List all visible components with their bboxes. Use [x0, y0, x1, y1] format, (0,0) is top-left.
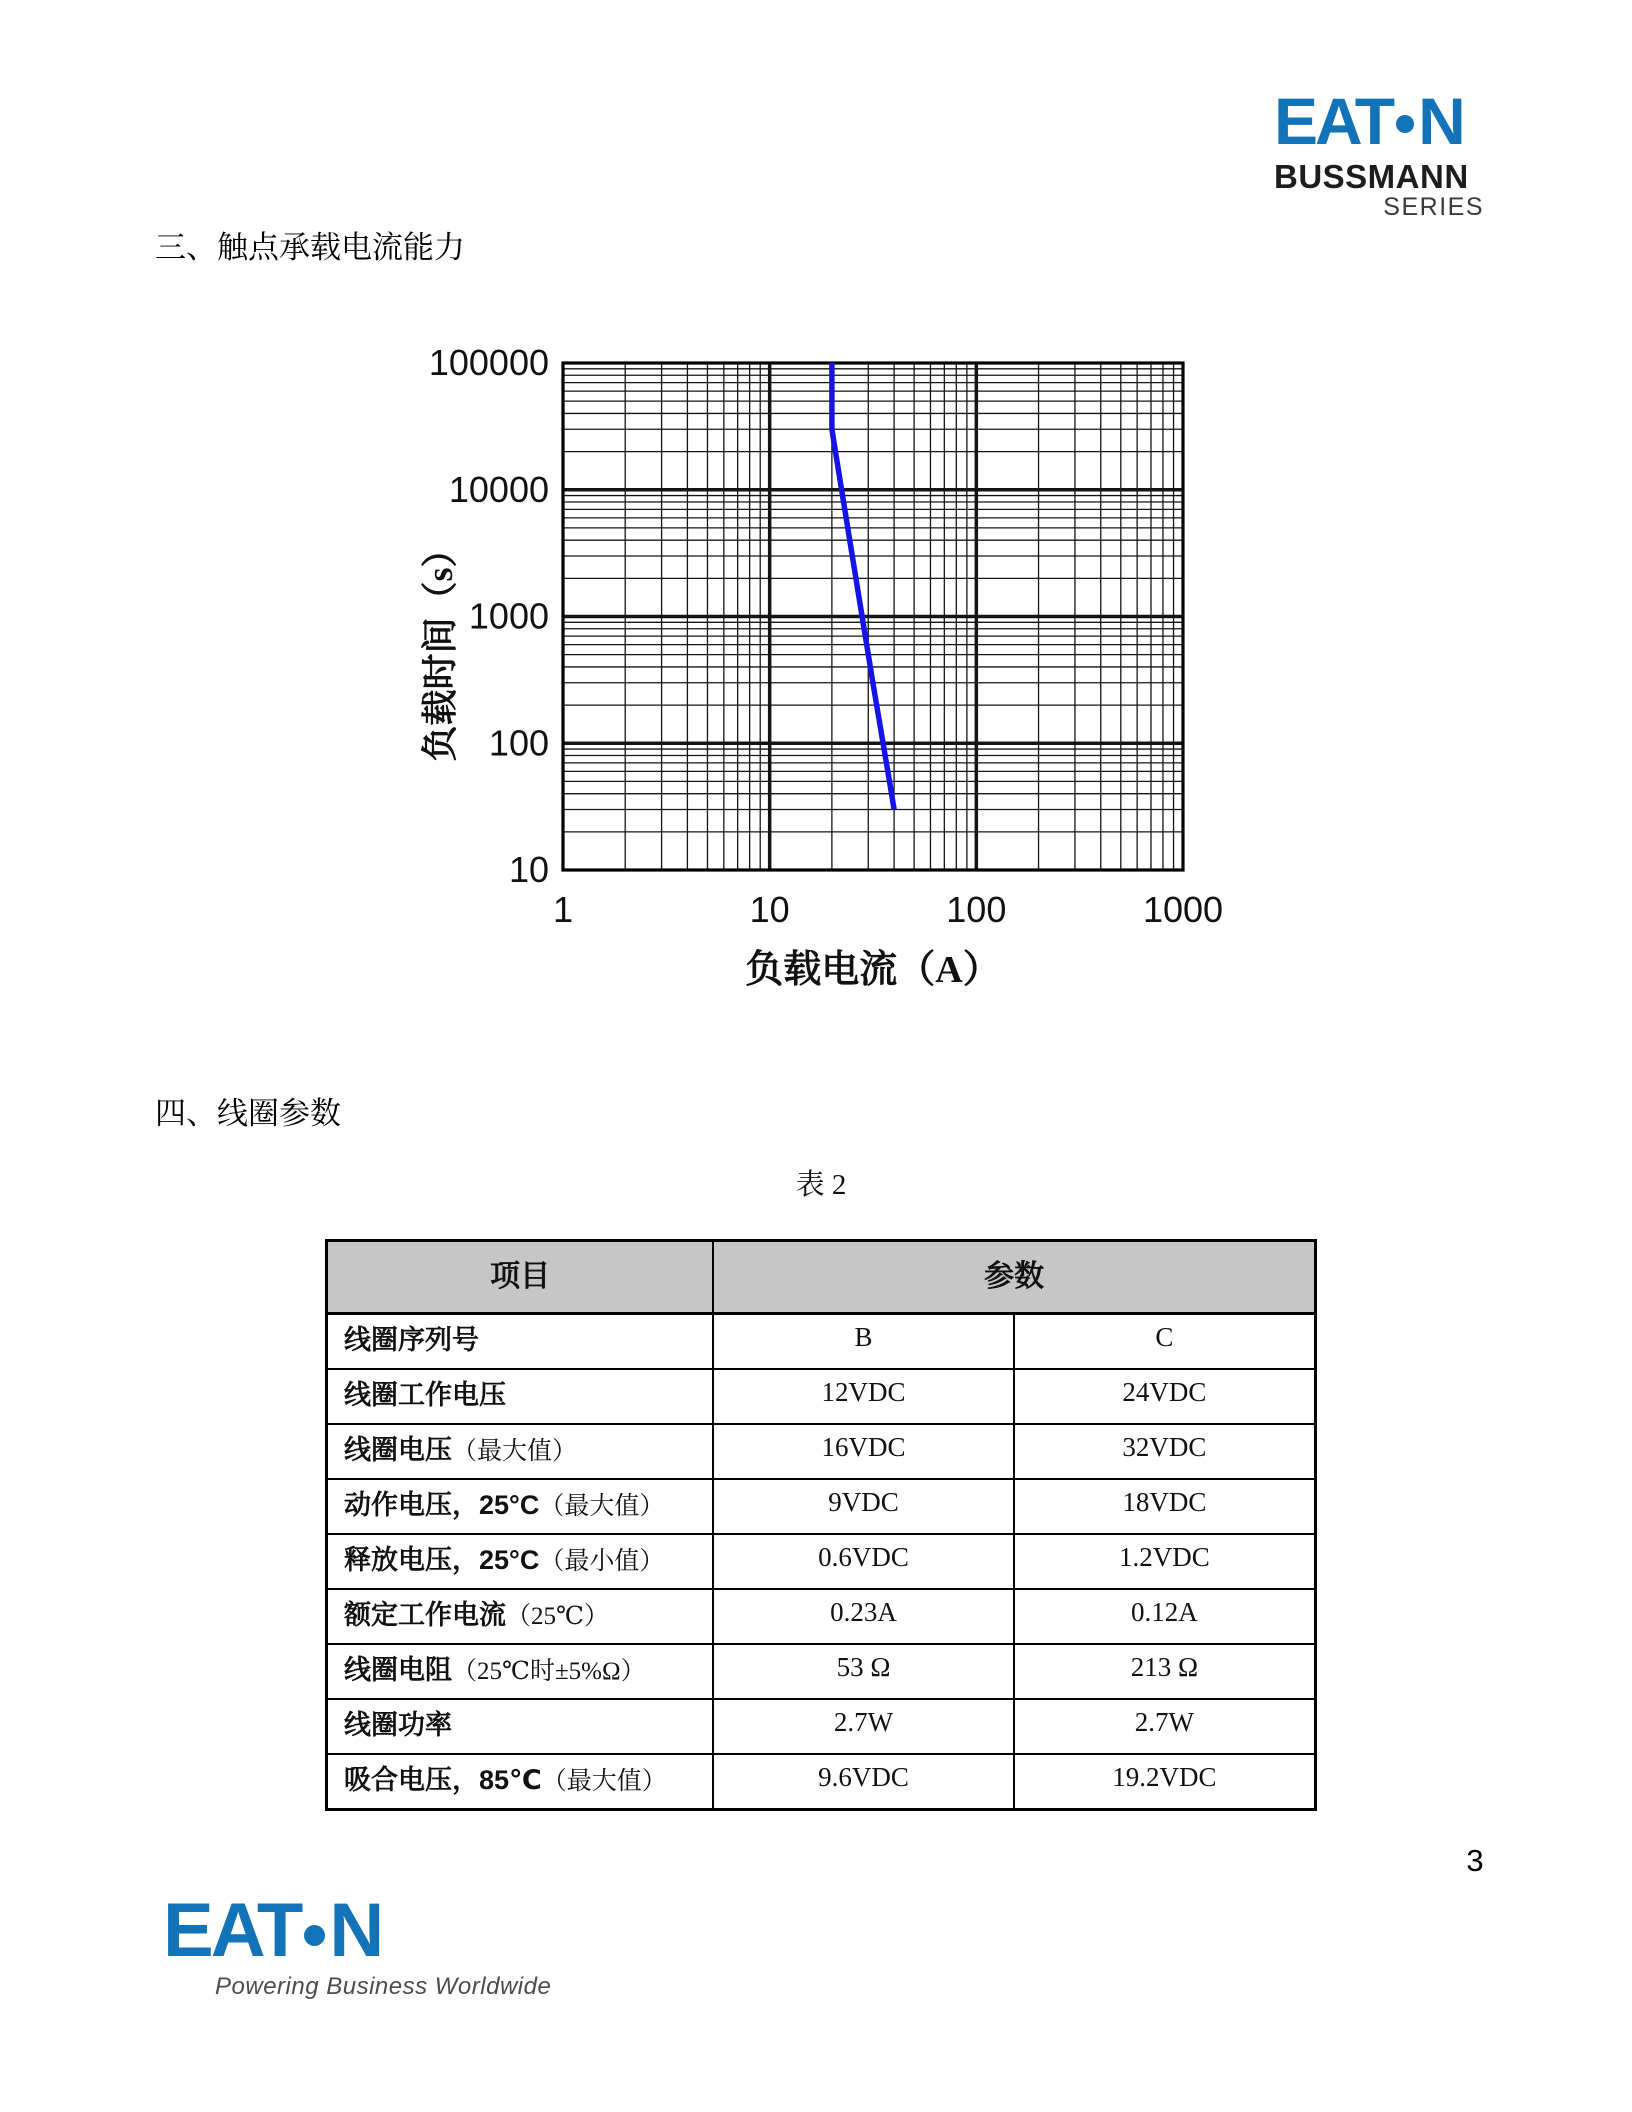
table-row [327, 1699, 1316, 1754]
bussmann-wordmark: BUSSMANN [1274, 158, 1469, 195]
row-label: 线圈序列号 [344, 1325, 479, 1355]
row-label-cell [327, 1479, 714, 1534]
value-cell-c: 0.12A [1014, 1589, 1316, 1644]
table-row [327, 1369, 1316, 1424]
row-label: 线圈电阻 [344, 1655, 452, 1685]
row-label-cell [327, 1534, 714, 1589]
table-caption: 表 2 [795, 1169, 847, 1201]
eaton-bussmann-logo [1274, 84, 1484, 221]
eaton-logo [1274, 84, 1484, 158]
row-label-note: （25℃时±5%Ω） [452, 1658, 646, 1685]
value-cell-c: 18VDC [1014, 1479, 1316, 1534]
row-label-cell [327, 1699, 714, 1754]
page-number: 3 [1466, 1843, 1484, 1878]
value-cell-c: 2.7W [1014, 1699, 1316, 1754]
row-label: 动作电压，25°C [344, 1490, 540, 1520]
y-tick-label: 10000 [448, 468, 549, 510]
eaton-footer-logo [163, 1888, 552, 2001]
row-label: 释放电压，25°C [344, 1545, 540, 1575]
row-label-note: （最小值） [539, 1548, 665, 1575]
row-label: 吸合电压，85℃ [344, 1765, 542, 1795]
table-header-row [327, 1241, 1316, 1314]
y-tick-label: 100000 [428, 342, 549, 383]
value-cell-b: 16VDC [713, 1424, 1014, 1479]
value-cell-b: 2.7W [713, 1699, 1014, 1754]
eaton-logo-text-right: N [1418, 84, 1463, 158]
y-axis-title: 负载时间（s） [420, 531, 460, 762]
row-label-cell [327, 1589, 714, 1644]
eaton-logo-text-left: EAT [163, 1888, 301, 1973]
header-item-cell: 项目 [327, 1241, 714, 1314]
table-row [327, 1314, 1316, 1370]
coil-table-body [327, 1314, 1316, 1810]
value-cell-b: 0.23A [713, 1589, 1014, 1644]
table-row [327, 1479, 1316, 1534]
value-cell-c: 19.2VDC [1014, 1754, 1316, 1810]
row-label-cell [327, 1369, 714, 1424]
y-tick-label: 100 [488, 722, 549, 764]
table-row [327, 1589, 1316, 1644]
eaton-tagline: Powering Business Worldwide [215, 1973, 552, 2000]
table-row [327, 1754, 1316, 1810]
table-row [327, 1534, 1316, 1589]
eaton-logo-text-left: EAT [1274, 84, 1393, 158]
x-tick-label: 1000 [1142, 889, 1224, 930]
x-tick-label: 100 [946, 889, 1007, 930]
x-axis-title: 负载电流（A） [745, 949, 1001, 991]
section-4-heading: 四、线圈参数 [155, 1096, 341, 1131]
eaton-logo-text-right: N [329, 1888, 382, 1973]
section-3-heading: 三、触点承载电流能力 [155, 230, 465, 265]
load-time-current-chart [380, 330, 1240, 1010]
table-row [327, 1644, 1316, 1699]
value-cell-c: 1.2VDC [1014, 1534, 1316, 1589]
value-cell-c: 24VDC [1014, 1369, 1316, 1424]
row-label-cell [327, 1644, 714, 1699]
x-tick-label: 1 [552, 889, 574, 930]
eaton-logo-dot-icon [1396, 115, 1414, 133]
table-row [327, 1424, 1316, 1479]
value-cell-b: B [713, 1314, 1014, 1370]
row-label-note: （25℃） [506, 1603, 609, 1630]
row-label-cell [327, 1424, 714, 1479]
series-wordmark: SERIES [1383, 193, 1484, 221]
row-label: 额定工作电流 [344, 1600, 506, 1630]
y-tick-label: 10 [508, 849, 549, 890]
eaton-logo [163, 1888, 551, 1973]
value-cell-b: 9.6VDC [713, 1754, 1014, 1810]
row-label-cell [327, 1314, 714, 1370]
load-chart-svg [380, 330, 1240, 1010]
value-cell-b: 9VDC [713, 1479, 1014, 1534]
value-cell-b: 53 Ω [713, 1644, 1014, 1699]
value-cell-c: 32VDC [1014, 1424, 1316, 1479]
row-label: 线圈电压 [344, 1435, 452, 1465]
row-label-note: （最大值） [452, 1438, 578, 1465]
value-cell-b: 12VDC [713, 1369, 1014, 1424]
y-tick-label: 1000 [468, 595, 549, 637]
row-label: 线圈功率 [344, 1710, 452, 1740]
value-cell-c: 213 Ω [1014, 1644, 1316, 1699]
value-cell-c: C [1014, 1314, 1316, 1370]
eaton-logo-dot-icon [304, 1925, 325, 1946]
row-label-note: （最大值） [539, 1493, 665, 1520]
value-cell-b: 0.6VDC [713, 1534, 1014, 1589]
x-tick-label: 10 [749, 889, 790, 930]
row-label-cell [327, 1754, 714, 1810]
row-label: 线圈工作电压 [344, 1380, 506, 1410]
row-label-note: （最大值） [541, 1768, 667, 1795]
header-parameter-cell: 参数 [713, 1241, 1315, 1314]
coil-parameter-table [325, 1239, 1317, 1811]
